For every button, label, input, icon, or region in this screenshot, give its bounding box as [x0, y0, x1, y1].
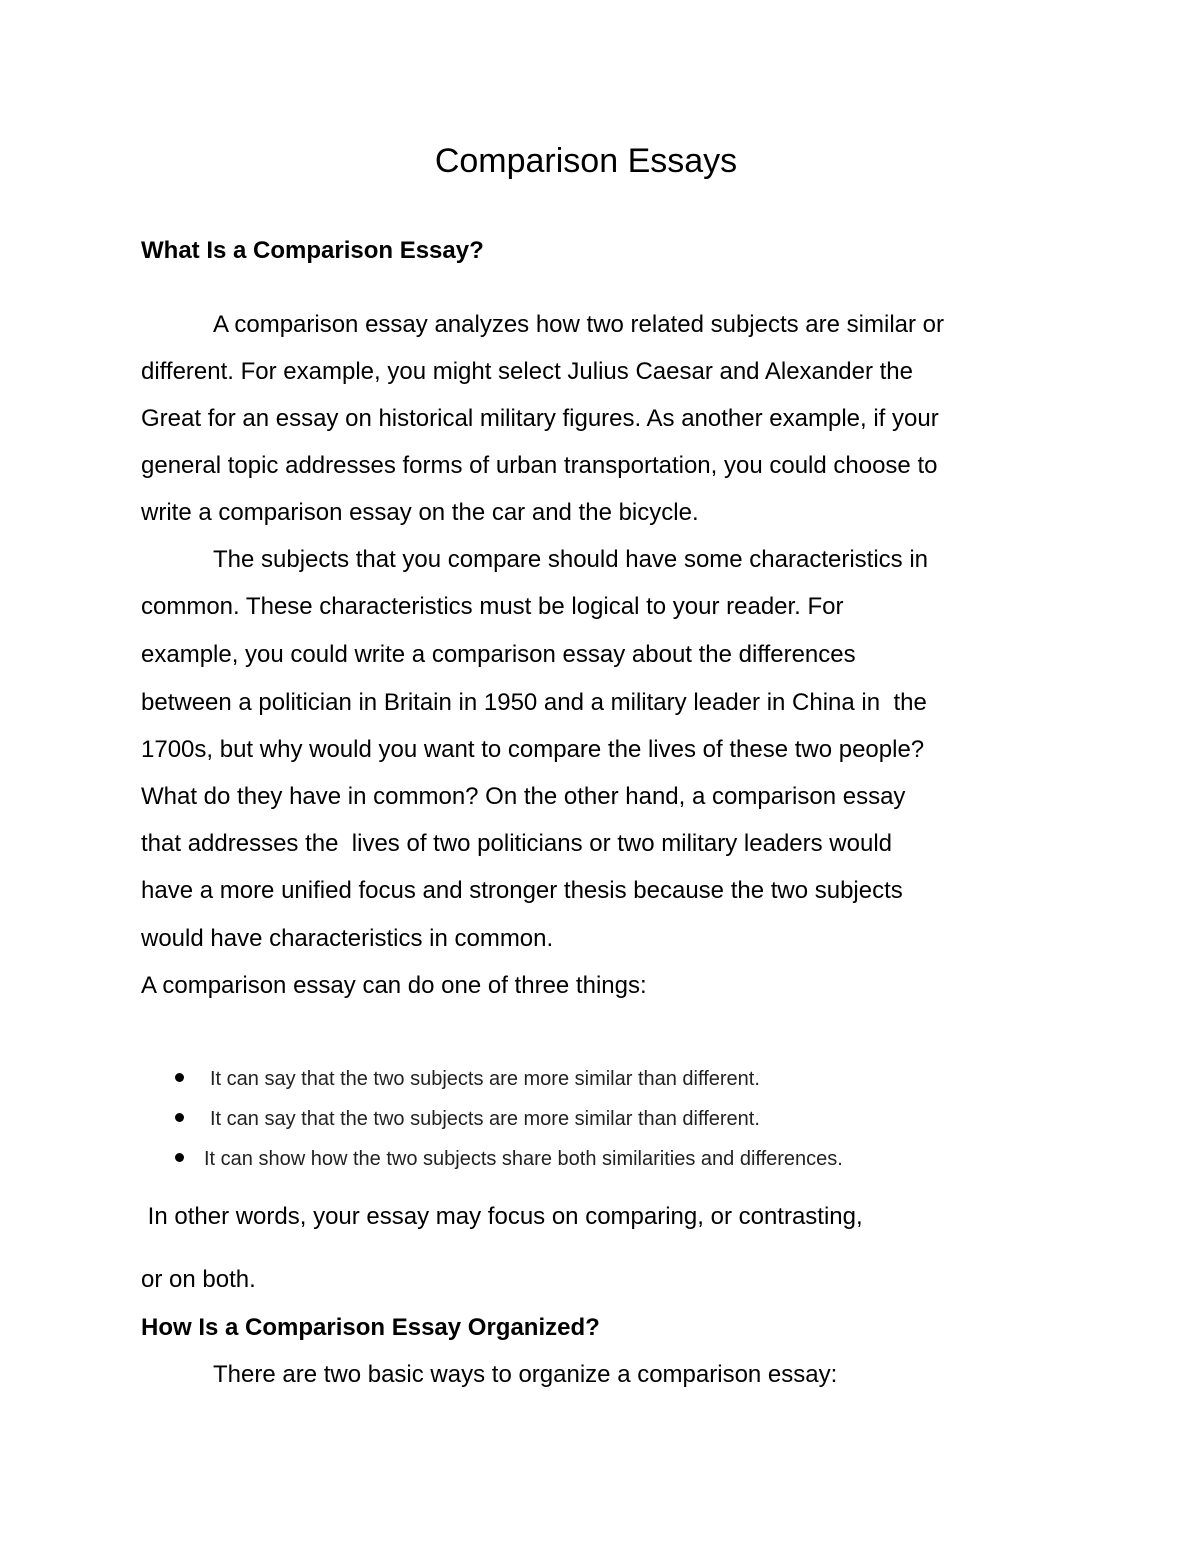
list-item: It can show how the two subjects share both similarities and differences.	[175, 1146, 843, 1172]
paragraph-line: would have characteristics in common.	[141, 925, 554, 952]
paragraph-line: write a comparison essay on the car and the bicycle.	[141, 499, 699, 526]
section-heading-what: What Is a Comparison Essay?	[141, 237, 484, 264]
bullet-icon	[175, 1073, 184, 1082]
paragraph-line: What do they have in common? On the other hand, a comparison essay	[141, 783, 906, 810]
paragraph-line: common. These characteristics must be logical to your reader. For	[141, 593, 844, 620]
list-intro: A comparison essay can do one of three things:	[141, 972, 647, 999]
list-item: It can say that the two subjects are more similar than different.	[175, 1066, 760, 1092]
paragraph-line: general topic addresses forms of urban transportation, you could choose to	[141, 452, 938, 479]
paragraph-line: The subjects that you compare should have some characteristics in	[213, 546, 929, 573]
paragraph-line: that addresses the lives of two politicians or two military leaders would	[141, 830, 893, 857]
bullet-icon	[175, 1153, 184, 1162]
paragraph-line: A comparison essay analyzes how two related subjects are similar or	[213, 311, 944, 338]
page-title: Comparison Essays	[434, 142, 738, 180]
list-item: It can say that the two subjects are more similar than different.	[175, 1106, 760, 1132]
paragraph-line: or on both.	[141, 1266, 256, 1293]
paragraph-line: There are two basic ways to organize a comparison essay:	[213, 1361, 838, 1388]
paragraph-line: different. For example, you might select Julius Caesar and Alexander the	[141, 358, 913, 385]
paragraph-line: Great for an essay on historical military figures. As another example, if your	[141, 405, 939, 432]
paragraph-line: between a politician in Britain in 1950 and a military leader in China in the	[141, 689, 927, 716]
bullet-icon	[175, 1113, 184, 1122]
section-heading-how: How Is a Comparison Essay Organized?	[141, 1314, 600, 1341]
paragraph-line: example, you could write a comparison essay about the differences	[141, 641, 856, 668]
paragraph-line: have a more unified focus and stronger thesis because the two subjects	[141, 877, 903, 904]
paragraph-line: In other words, your essay may focus on comparing, or contrasting,	[141, 1203, 863, 1230]
paragraph-line: 1700s, but why would you want to compare the lives of these two people?	[141, 736, 925, 763]
